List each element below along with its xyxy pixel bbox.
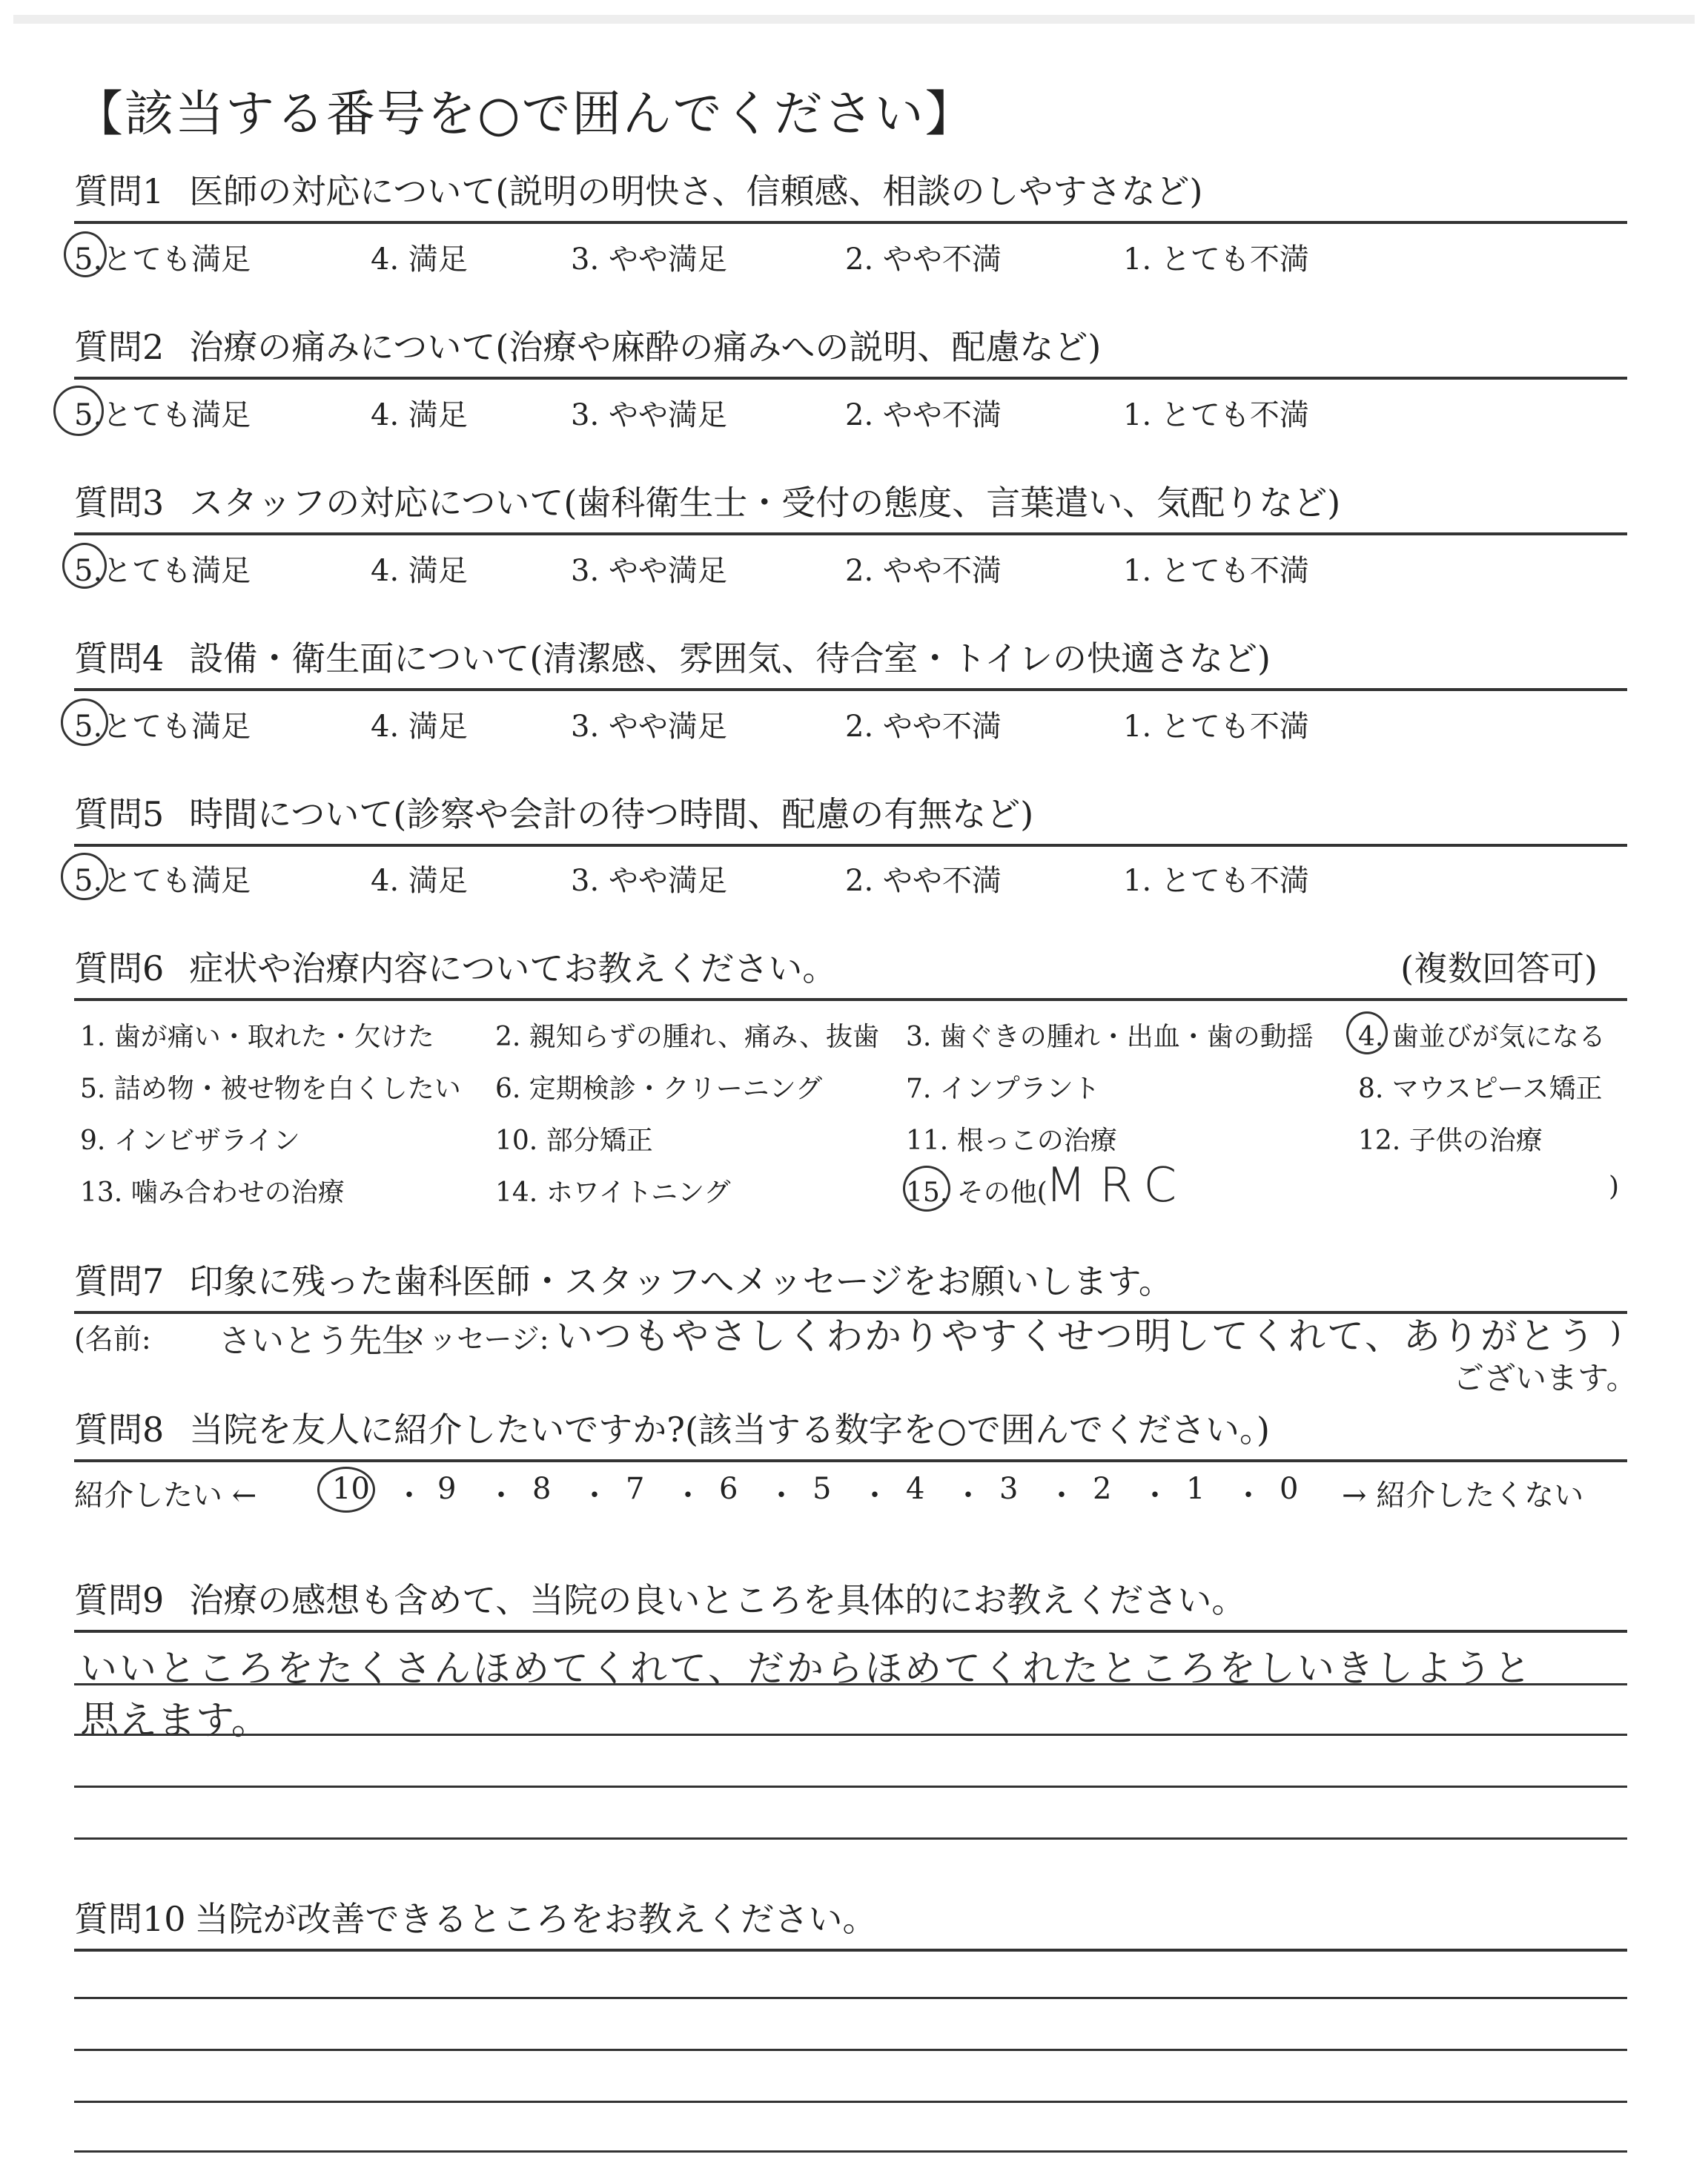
question-number: 質問3 — [74, 483, 165, 523]
scale-6[interactable]: 6 — [719, 1472, 738, 1506]
rating-option-4[interactable]: 4. 満足 — [371, 710, 468, 744]
treatment-option-13[interactable]: 13. 噛み合わせの治療 — [80, 1178, 345, 1208]
answer-line — [74, 1683, 1627, 1685]
question-number: 質問7 — [74, 1261, 165, 1301]
rating-option-3[interactable]: 3. やや満足 — [571, 398, 727, 432]
scale-7[interactable]: 7 — [626, 1472, 645, 1506]
treatment-option-2[interactable]: 2. 親知らずの腫れ、痛み、抜歯 — [495, 1022, 880, 1052]
question-number: 質問6 — [74, 948, 165, 988]
form-heading: 【該当する番号を○で囲んでください】 — [74, 85, 976, 142]
scale-dot: ・ — [953, 1479, 983, 1513]
scale-dot: ・ — [1234, 1479, 1263, 1513]
multiple-answers-note: (複数回答可) — [1400, 948, 1598, 988]
answer-line — [74, 1786, 1627, 1788]
scale-0[interactable]: 0 — [1280, 1472, 1299, 1506]
rating-option-2[interactable]: 2. やや不満 — [845, 710, 1002, 744]
answer-line — [74, 1997, 1627, 1999]
message-handwritten-cont: ございます。 — [1453, 1360, 1638, 1396]
rating-option-2[interactable]: 2. やや不満 — [845, 554, 1002, 588]
rating-option-5[interactable]: 5.とても満足 — [74, 554, 251, 588]
question-1 — [74, 156, 1627, 224]
scale-dot: ・ — [1140, 1479, 1170, 1513]
scale-8[interactable]: 8 — [532, 1472, 552, 1506]
scale-dot: ・ — [767, 1479, 796, 1513]
scale-dot: ・ — [1047, 1479, 1076, 1513]
rating-option-2[interactable]: 2. やや不満 — [845, 398, 1002, 432]
question-4 — [74, 623, 1627, 691]
treatment-option-15[interactable]: 15. その他( — [906, 1178, 1047, 1208]
treatment-option-9[interactable]: 9. インビザライン — [80, 1126, 300, 1156]
question-5 — [74, 779, 1627, 847]
message-label: メッセージ: — [400, 1323, 549, 1355]
other-close-paren: ) — [1609, 1172, 1620, 1202]
scale-dot: ・ — [860, 1479, 890, 1513]
question-number: 質問2 — [74, 327, 165, 367]
rating-option-4[interactable]: 4. 満足 — [371, 398, 468, 432]
rating-option-4[interactable]: 4. 満足 — [371, 554, 468, 588]
question-number: 質問10 — [74, 1899, 186, 1939]
name-label: (名前: — [74, 1323, 151, 1355]
question-number: 質問5 — [74, 794, 165, 834]
scale-5[interactable]: 5 — [812, 1472, 832, 1506]
scale-10[interactable]: 10 — [332, 1472, 370, 1506]
scale-2[interactable]: 2 — [1093, 1472, 1112, 1506]
question-text: 医師の対応について(説明の明快さ、信頼感、相談のしやすさなど) — [189, 171, 1203, 211]
rating-option-5[interactable]: 5.とても満足 — [74, 864, 251, 898]
rating-option-3[interactable]: 3. やや満足 — [571, 554, 727, 588]
treatment-option-4[interactable]: 4. 歯並びが気になる — [1358, 1022, 1606, 1052]
scale-dot: ・ — [673, 1479, 703, 1513]
question-text: 印象に残った歯科医師・スタッフへメッセージをお願いします。 — [189, 1261, 1173, 1301]
message-handwritten: いつもやさしくわかりやすくせつ明してくれて、ありがとう — [556, 1315, 1596, 1358]
question-9 — [74, 1565, 1627, 1633]
scale-dot: ・ — [394, 1479, 424, 1513]
question-number: 質問1 — [74, 171, 165, 211]
rating-option-5[interactable]: 5.とても満足 — [74, 242, 251, 277]
treatment-option-14[interactable]: 14. ホワイトニング — [495, 1178, 731, 1208]
treatment-option-7[interactable]: 7. インプラント — [906, 1074, 1100, 1104]
rating-option-3[interactable]: 3. やや満足 — [571, 864, 727, 898]
question-8 — [74, 1394, 1627, 1462]
scale-9[interactable]: 9 — [437, 1472, 457, 1506]
question-7 — [74, 1246, 1627, 1314]
selection-circle — [903, 1166, 950, 1212]
question-text: 治療の痛みについて(治療や麻酔の痛みへの説明、配慮など) — [189, 327, 1102, 367]
rating-option-2[interactable]: 2. やや不満 — [845, 864, 1002, 898]
answer-line — [74, 1734, 1627, 1736]
question-number: 質問4 — [74, 638, 165, 678]
scale-dot: ・ — [580, 1479, 609, 1513]
selection-circle — [53, 386, 104, 436]
question-3 — [74, 467, 1627, 535]
question-text: 症状や治療内容についてお教えください。 — [189, 948, 837, 988]
question-text: 治療の感想も含めて、当院の良いところを具体的にお教えください。 — [189, 1580, 1246, 1620]
rating-option-3[interactable]: 3. やや満足 — [571, 710, 727, 744]
other-answer-handwritten: MRC — [1045, 1158, 1191, 1213]
rating-option-1[interactable]: 1. とても不満 — [1123, 864, 1309, 898]
rating-option-4[interactable]: 4. 満足 — [371, 242, 468, 277]
question-10 — [74, 1883, 1627, 1952]
question-2 — [74, 311, 1627, 380]
rating-option-1[interactable]: 1. とても不満 — [1123, 398, 1309, 432]
rating-option-3[interactable]: 3. やや満足 — [571, 242, 727, 277]
question-text: 当院を友人に紹介したいですか?(該当する数字を○で囲んでください。) — [189, 1410, 1270, 1450]
treatment-option-3[interactable]: 3. 歯ぐきの腫れ・出血・歯の動揺 — [906, 1022, 1314, 1052]
rating-option-1[interactable]: 1. とても不満 — [1123, 242, 1309, 277]
selection-circle — [1346, 1011, 1388, 1054]
scan-edge — [13, 15, 1695, 24]
treatment-option-11[interactable]: 11. 根っこの治療 — [906, 1126, 1117, 1156]
question-text: 時間について(診察や会計の待つ時間、配慮の有無など) — [189, 794, 1034, 834]
question-number: 質問9 — [74, 1580, 165, 1620]
treatment-option-10[interactable]: 10. 部分矯正 — [495, 1126, 653, 1156]
answer-line — [74, 2101, 1627, 2103]
selection-circle — [62, 543, 107, 589]
answer-handwritten-line2: 思えます。 — [80, 1699, 270, 1743]
question-text: 設備・衛生面について(清潔感、雰囲気、待合室・トイレの快適さなど) — [189, 638, 1271, 678]
question-text: スタッフの対応について(歯科衛生士・受付の態度、言葉遣い、気配りなど) — [189, 483, 1341, 523]
rating-option-4[interactable]: 4. 満足 — [371, 864, 468, 898]
rating-option-1[interactable]: 1. とても不満 — [1123, 710, 1309, 744]
selection-circle — [64, 231, 107, 277]
answer-line — [74, 2150, 1627, 2153]
answer-line — [74, 1837, 1627, 1840]
treatment-option-12[interactable]: 12. 子供の治療 — [1358, 1126, 1543, 1156]
rating-option-5[interactable]: 5.とても満足 — [74, 710, 251, 744]
treatment-option-8[interactable]: 8. マウスピース矯正 — [1358, 1074, 1603, 1104]
selection-circle — [61, 698, 108, 746]
scale-right-label: → 紹介したくない — [1342, 1479, 1584, 1513]
answer-handwritten-line1: いいところをたくさんほめてくれて、だからほめてくれたところをしいきしようと — [80, 1647, 1533, 1690]
selection-circle — [317, 1467, 375, 1513]
selection-circle — [61, 853, 108, 900]
question-number: 質問8 — [74, 1410, 165, 1450]
question-text: 当院が改善できるところをお教えください。 — [194, 1899, 877, 1939]
answer-line — [74, 2049, 1627, 2051]
question-6 — [74, 933, 1627, 1001]
rating-option-5[interactable]: 5.とても満足 — [74, 398, 251, 432]
treatment-option-6[interactable]: 6. 定期検診・クリーニング — [495, 1074, 823, 1104]
scale-1[interactable]: 1 — [1186, 1472, 1205, 1506]
message-row — [74, 1316, 151, 1357]
treatment-option-5[interactable]: 5. 詰め物・被せ物を白くしたい — [80, 1074, 461, 1104]
message-close-paren: ) — [1610, 1316, 1621, 1349]
rating-option-2[interactable]: 2. やや不満 — [845, 242, 1002, 277]
treatment-option-1[interactable]: 1. 歯が痛い・取れた・欠けた — [80, 1022, 434, 1052]
scale-4[interactable]: 4 — [906, 1472, 925, 1506]
scale-dot: ・ — [486, 1479, 516, 1513]
name-handwritten: さいとう先生 — [219, 1322, 414, 1360]
scale-left-label: 紹介したい ← — [74, 1479, 257, 1513]
scale-3[interactable]: 3 — [999, 1472, 1019, 1506]
rating-option-1[interactable]: 1. とても不満 — [1123, 554, 1309, 588]
